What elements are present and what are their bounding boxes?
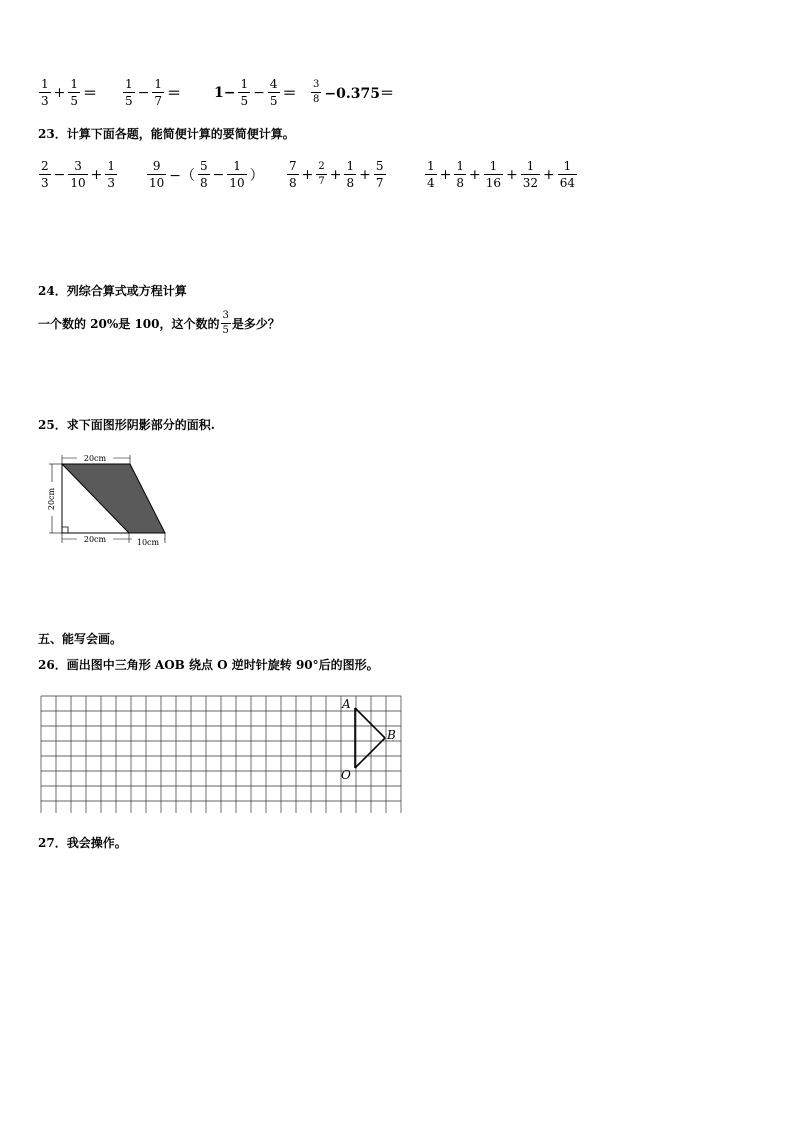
bottom-label: 20cm: [83, 535, 107, 544]
question-25-title: 25．求下面图形阴影部分的面积.: [38, 418, 215, 432]
question-27-title: 27．我会操作。: [38, 836, 127, 850]
shaded-area-figure: [44, 452, 169, 550]
expression-3: 1− $\frac{1}{5}$ − $\frac{4}{5}$ ＝: [214, 77, 297, 108]
top-label: 20cm: [83, 454, 107, 463]
question-23-title: 23．计算下面各题，能简便计算的要简便计算。: [38, 127, 295, 141]
expression-1: $\frac{1}{3}$ + $\frac{1}{5}$ ＝: [41, 77, 98, 108]
section-5-title: 五、能写会画。: [38, 632, 123, 646]
q23-expression-4: $\frac{1}{4}$ + $\frac{1}{8}$ + $\frac{1}{16}$ + $\frac{1}{32}$ + $\frac{1}{64}$: [427, 159, 576, 190]
point-a-label: A: [342, 697, 351, 711]
question-24-title: 24．列综合算式或方程计算: [38, 284, 187, 298]
point-b-label: B: [387, 728, 396, 742]
segment-ab: [355, 708, 385, 738]
segment-bo: [355, 738, 385, 768]
shaded-region: [62, 464, 165, 533]
extra-label: 10cm: [136, 538, 160, 547]
q23-expression-2: $\frac{9}{10}$ −（ $\frac{5}{8}$ − $\frac{1}{10}$ ）: [149, 159, 264, 190]
grid-lines: [41, 696, 401, 813]
point-o-label: O: [341, 768, 351, 782]
left-label: 20cm: [47, 487, 56, 511]
question-24-text: 一个数的 20%是 100，这个数的 $\frac{3}{5}$ 是多少？: [38, 310, 280, 336]
right-angle-mark: [62, 527, 68, 533]
rotation-grid: [40, 695, 402, 813]
q23-expression-3: $\frac{7}{8}$ + $\frac{2}{7}$ + $\frac{1}{8}$ + $\frac{5}{7}$: [289, 159, 384, 190]
fraction: $\frac{1}{5}$: [70, 77, 79, 108]
q23-expression-1: $\frac{2}{3}$ − $\frac{3}{10}$ + $\frac{1}{3}$: [41, 159, 116, 190]
fraction: $\frac{1}{3}$: [41, 77, 49, 108]
expression-2: $\frac{1}{5}$ − $\frac{1}{7}$ ＝: [125, 77, 182, 108]
question-26-title: 26．画出图中三角形 AOB 绕点 O 逆时针旋转 90°后的图形。: [38, 658, 379, 672]
expression-4: $\frac{3}{8}$ −0.375＝: [313, 79, 394, 105]
